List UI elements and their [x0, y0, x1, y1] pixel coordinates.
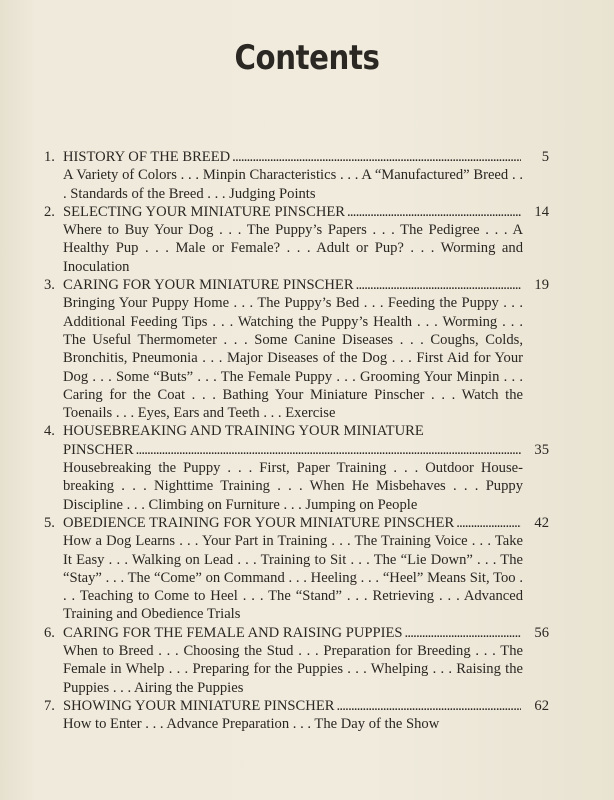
- chapter-number: 5.: [44, 514, 55, 531]
- page-number: 35: [534, 441, 549, 458]
- chapter-number: 3.: [44, 277, 55, 294]
- dot-leader: [336, 697, 521, 715]
- page-title: Contents: [234, 38, 380, 78]
- chapter-topics: How to Enter . . . Advance Preparation . . . The Day of the Show: [63, 716, 440, 733]
- chapter-heading: [44, 514, 549, 532]
- chapter-title: SELECTING YOUR MINIATURE PINSCHER: [63, 203, 346, 220]
- chapter-heading: [44, 276, 549, 294]
- chapter-topics: Where to Buy Your Dog . . . The Puppy’s Papers . . . The Pedigree . . . A Healthy Pup . . . Male or Female? . . . Adult or Pup? . . . Worming and Inoculation: [63, 222, 523, 275]
- chapter-topics: Housebreaking the Puppy . . . First, Paper Training . . . Outdoor House-breaking . . . Nighttime Training . . . When He Misbehaves . . . Puppy Discipline . . . Climbing on Furniture . . . Jumping on People: [63, 460, 523, 513]
- chapter-topics: When to Breed . . . Choosing the Stud . . . Preparation for Breeding . . . The Female in Whelp . . . Preparing for the Puppies . . . Whelping . . . Raising the Puppies . . . Airing the Puppies: [63, 643, 523, 696]
- chapter-title: CARING FOR THE FEMALE AND RAISING PUPPIES: [63, 624, 403, 641]
- toc-entry-2: [44, 203, 549, 276]
- dot-leader: [356, 276, 521, 294]
- page-number: 62: [534, 697, 549, 714]
- page-number: 14: [534, 203, 549, 220]
- toc-entry-6: [44, 624, 549, 697]
- chapter-number: 1.: [44, 149, 55, 165]
- chapter-topics: Bringing Your Puppy Home . . . The Puppy’s Bed . . . Feeding the Puppy . . . Additional Feeding Tips . . . Watching the Puppy’s Health . . . Worming . . . The Useful Thermometer . . . Some Canine Diseases . . . Coughs, Colds, Bronchitis, Pneumonia . . . Major Diseases of the Dog . . . First Aid for Your Dog . . . Some “Buts” . . . The Female Puppy . . . Grooming Your Minpin . . . Caring for the Coat . . . Bathing Your Miniature Pinscher . . . Watch the Toenails . . . Eyes, Ears and Teeth . . . Exercise: [63, 295, 523, 422]
- page-number: 5: [541, 149, 549, 165]
- chapter-title: OBEDIENCE TRAINING FOR YOUR MINIATURE PINSCHER: [63, 514, 455, 531]
- dot-leader: [347, 203, 521, 221]
- chapter-heading: [44, 203, 549, 221]
- chapter-number: 2.: [44, 203, 55, 220]
- dot-leader: [404, 624, 521, 642]
- chapter-title: CARING FOR YOUR MINIATURE PINSCHER: [63, 277, 354, 294]
- chapter-heading-continued: [44, 441, 549, 459]
- toc-entry-1: [44, 148, 549, 203]
- chapter-number: 4.: [44, 423, 55, 440]
- chapter-number: 6.: [44, 624, 55, 641]
- chapter-heading: [44, 697, 549, 715]
- dot-leader: [136, 441, 521, 459]
- toc-entry-3: [44, 276, 549, 422]
- dot-leader: [456, 514, 521, 532]
- chapter-topics: How a Dog Learns . . . Your Part in Training . . . The Training Voice . . . Take It Easy . . . Walking on Lead . . . Training to Sit . . . The “Lie Down” . . . The “Stay” . . . The “Come” on Command . . . Heeling . . . “Heel” Means Sit, Too . . . Teaching to Come to Heel . . . The “Stand” . . . Retrieving . . . Advanced Training and Obedience Trials: [63, 533, 523, 623]
- page-number: 42: [534, 514, 549, 531]
- toc-entry-4: [44, 422, 549, 513]
- toc-entry-5: [44, 514, 549, 624]
- dot-leader: [232, 148, 521, 166]
- table-of-contents: [44, 148, 549, 734]
- chapter-heading: [44, 148, 549, 166]
- chapter-topics: A Variety of Colors . . . Minpin Characteristics . . . A “Manufactured” Breed . . . Standards of the Breed . . . Judging Points: [63, 167, 523, 202]
- chapter-title: HISTORY OF THE BREED: [63, 149, 231, 165]
- chapter-number: 7.: [44, 697, 55, 714]
- chapter-title: SHOWING YOUR MINIATURE PINSCHER: [63, 697, 335, 714]
- chapter-heading: [44, 422, 549, 440]
- toc-entry-7: [44, 697, 549, 734]
- chapter-heading: [44, 624, 549, 642]
- chapter-title-line-2: PINSCHER: [63, 441, 134, 458]
- chapter-title-line-1: HOUSEBREAKING AND TRAINING YOUR MINIATURE: [63, 423, 424, 440]
- page-number: 56: [534, 624, 549, 641]
- page-number: 19: [534, 277, 549, 294]
